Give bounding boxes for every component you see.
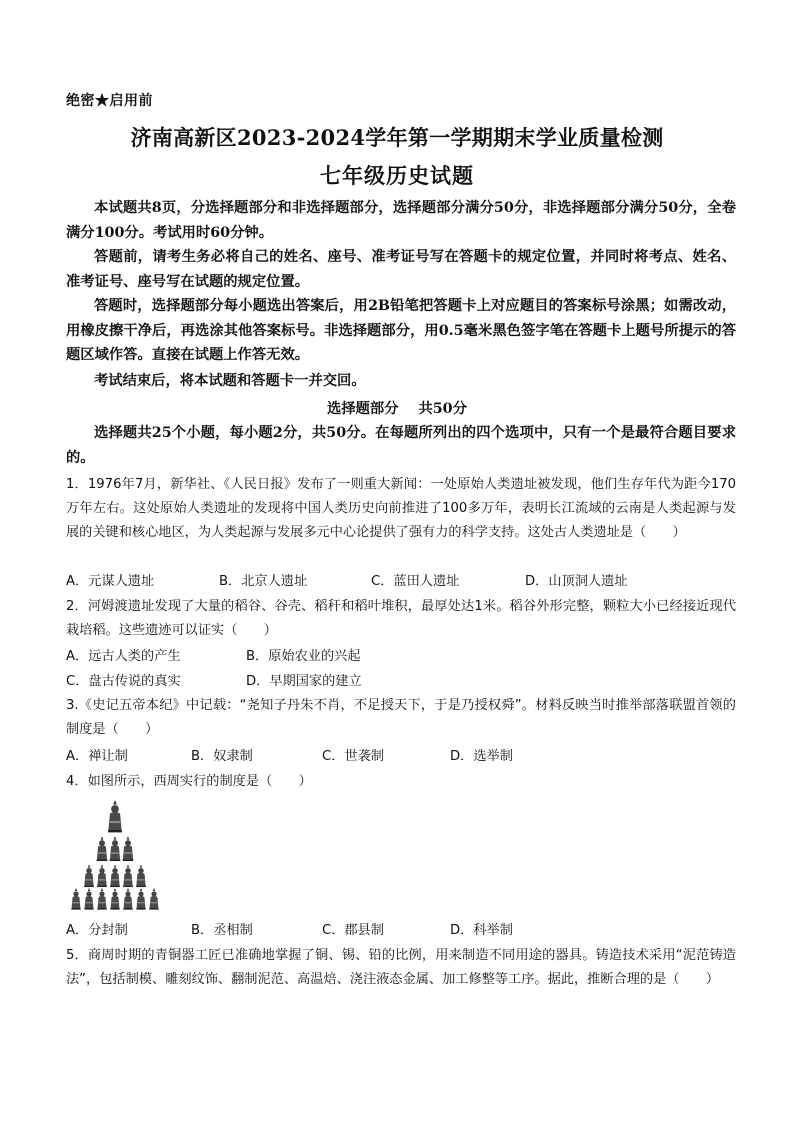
question-4-options [66, 919, 746, 943]
section-heading: 选择题部分 共50分 [327, 401, 467, 417]
question-3-option-a: A．禅让制 [66, 749, 128, 764]
question-2-option-a: A．远古人类的产生 [66, 649, 181, 664]
question-2-options-row-2 [66, 670, 746, 694]
noble-figures-row-4 [71, 888, 158, 910]
question-3-options [66, 745, 746, 769]
question-4-option-d: D．科举制 [450, 923, 513, 938]
question-3-option-c: C．世袭制 [322, 749, 384, 764]
question-1-option-d: D．山顶洞人遗址 [525, 574, 628, 589]
question-2-option-b: B．原始农业的兴起 [246, 649, 361, 664]
zhou-hierarchy-figure [66, 800, 166, 912]
question-2-options-row-1 [66, 645, 746, 669]
instruction-paragraph-4: 考试结束后，将本试题和答题卡一并交回。 [94, 373, 366, 389]
question-1-option-a: A．元谋人遗址 [66, 574, 155, 589]
instruction-paragraph-2: 答题前，请考生务必将自己的姓名、座号、准考证号写在答题卡的规定位置，并同时将考点、姓名、准考证号、座号写在试题的规定位置。 [66, 249, 736, 290]
question-3-stem: 3.《史记五帝本纪》中记载：“尧知子丹朱不肖，不足授天下，于是乃授权舜”。材料反映当时推举部落联盟首领的制度是（ ） [66, 698, 736, 737]
noble-figures-row-2 [97, 836, 134, 861]
confidential-mark: 绝密★启用前 [66, 93, 153, 109]
question-4-option-c: C．郡县制 [322, 923, 384, 938]
question-4-option-a: A．分封制 [66, 923, 128, 938]
question-1-option-b: B．北京人遗址 [219, 574, 308, 589]
question-2-option-d: D．早期国家的建立 [246, 674, 362, 689]
question-4-option-b: B．丞相制 [191, 923, 253, 938]
question-1-options [66, 570, 746, 594]
instruction-paragraph-1: 本试题共8页，分选择题部分和非选择题部分，选择题部分满分50分，非选择题部分满分50分，全卷满分100分。考试用时60分钟。 [66, 200, 736, 241]
question-2-option-c: C．盘古传说的真实 [66, 674, 181, 689]
exam-title: 济南高新区2023-2024学年第一学期期末学业质量检测 [130, 125, 664, 150]
question-3-option-b: B．奴隶制 [191, 749, 253, 764]
king-figure [108, 800, 122, 832]
question-3-option-d: D．选举制 [450, 749, 513, 764]
question-1-option-c: C．蓝田人遗址 [371, 574, 460, 589]
instruction-paragraph-3: 答题时，选择题部分每小题选出答案后，用2B铅笔把答题卡上对应题目的答案标号涂黑；如需改动，用橡皮擦干净后，再选涂其他答案标号。非选择题部分，用0.5毫米黑色签字笔在答题卡上题号所提示的答题区域作答。直接在试题上作答无效。 [66, 298, 736, 363]
question-5-stem: 5．商周时期的青铜器工匠已准确地掌握了铜、锡、铅的比例，用来制造不同用途的器具。铸造技术采用“泥范铸造法”，包括制模、雕刻纹饰、翻制泥范、高温焙、浇注液态金属、加工修整等工序。据此，推断合理的是（ ） [66, 948, 736, 987]
question-2-stem: 2．河姆渡遗址发现了大量的稻谷、谷壳、稻秆和稻叶堆积，最厚处达1米。稻谷外形完整，颗粒大小已经接近现代栽培稻。这些遗迹可以证实（ ） [66, 599, 736, 638]
section-intro: 选择题共25个小题，每小题2分，共50分。在每题所列出的四个选项中，只有一个是最符合题目要求的。 [66, 425, 736, 466]
question-1-stem: 1．1976年7月，新华社、《人民日报》发布了一则重大新闻：一处原始人类遗址被发现，他们生存年代为距今170万年左右。这处原始人类遗址的发现将中国人类历史向前推进了100多万年，表明长江流域的云南是人类起源与发展的关键和核心地区，为人类起源与发展多元中心论提供了强有力的科学支持。这处古人类遗址是（ ） [66, 477, 736, 540]
question-4-stem: 4．如图所示，西周实行的制度是（ ） [66, 774, 312, 789]
exam-subtitle: 七年级历史试题 [320, 163, 474, 188]
noble-figures-row-3 [84, 864, 146, 887]
